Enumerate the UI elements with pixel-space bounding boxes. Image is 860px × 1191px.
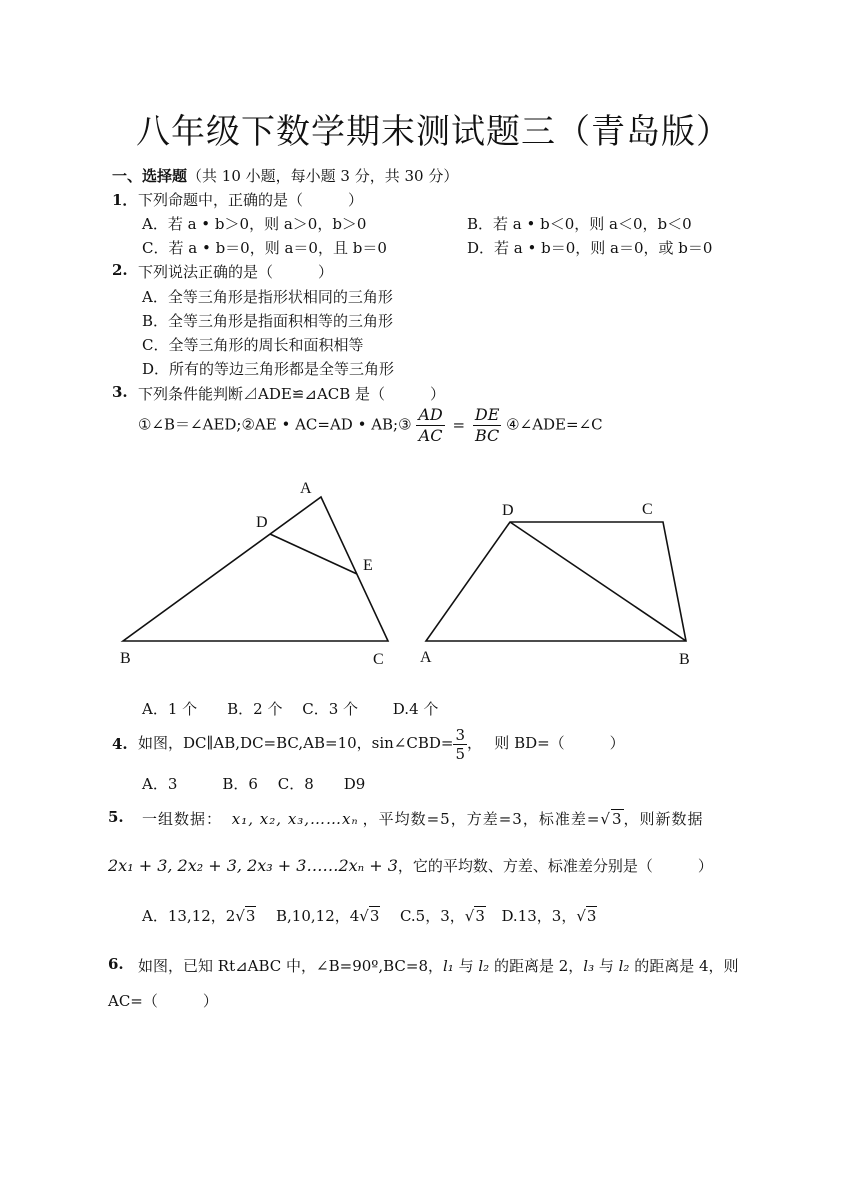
line-l2: l₂ [478,957,490,975]
segment-de [270,534,357,574]
question-5-intro: 一组数据： [142,810,223,828]
question-1-stem: 下列命题中，正确的是（ ） [138,191,364,209]
question-4-number: 4. [112,735,128,753]
equals-sign: = [452,415,466,434]
new-data-expression: 2x₁ + 3, 2x₂ + 3, 2x₃ + 3……2xₙ + 3 [108,856,398,875]
option-d: D.13，3， [501,907,577,925]
fraction-numerator: AD [418,405,443,424]
label-e: E [363,557,373,574]
section-name: 一、选择题 [112,167,188,185]
question-5-line-2 [108,855,713,876]
fraction-denominator: 5 [455,744,466,763]
question-6-text-start: 如图，已知 Rt⊿ABC 中，∠B=90º,BC=8， [138,957,443,975]
question-2-option-a: A．全等三角形是指形状相同的三角形 [142,288,393,306]
section-note: （共 10 小题，每小题 3 分，共 30 分） [187,167,459,185]
question-6-distance-1: 的距离是 2， [489,957,584,975]
option-a: A．13,12， [142,907,226,925]
label-c: C [373,651,384,668]
question-6-line-2: AC=（ ） [108,992,218,1010]
question-4-options: A．3 B．6 C．8 D9 [142,775,366,793]
sqrt-three: √3 [600,810,623,828]
label-d: D [502,502,514,519]
question-4-stem-end: ， 则 BD=（ ） [467,734,625,752]
with-word: 与 [453,957,479,975]
label-c: C [642,501,653,518]
question-6-number: 6. [108,955,124,973]
question-1-option-a: A．若 a • b＞0，则 a＞0，b＞0 [142,215,367,233]
line-l2: l₂ [618,957,630,975]
sqrt-three: √3 [576,907,597,925]
question-5-options [142,905,597,926]
question-3-number: 3. [112,383,128,401]
question-2-option-b: B．全等三角形是指面积相等的三角形 [142,312,394,330]
with-word: 与 [594,957,619,975]
figure-triangle-ade-acb [120,480,388,668]
fraction-numerator: 3 [455,725,466,744]
question-5-number: 5. [108,808,124,826]
line-l3: l₃ [583,957,595,975]
fraction-denominator: AC [418,426,443,445]
option-b-coefficient: 4 [349,907,360,925]
condition-1-2-3: ①∠B＝∠AED;②AE • AC=AD • AB;③ [138,415,412,434]
diagonal-bd [510,522,686,641]
option-c: C.5，3， [399,907,465,925]
question-4-stem-start: 如图，DC∥AB,DC=BC,AB=10，sin∠CBD= [138,734,454,752]
question-3-options: A．1 个 B．2 个 C．3 个 D.4 个 [142,700,439,718]
option-b: B,10,12， [276,907,350,925]
question-2-option-d: D．所有的等边三角形都是全等三角形 [142,360,395,378]
figure-trapezoid-abcd [420,501,690,668]
condition-4: ④∠ADE=∠C [506,415,603,434]
question-4-stem [138,722,625,764]
option-a-coefficient: 2 [225,907,236,925]
question-2-stem: 下列说法正确的是（ ） [138,263,334,281]
fraction-three-fifths [453,726,467,763]
page-title: 八年级下数学期末测试题三（青岛版） [136,112,731,152]
sqrt-three: √3 [359,907,380,925]
label-d: D [256,514,268,531]
question-6-distance-2: 的距离是 4，则 [629,957,739,975]
question-1-number: 1． [112,191,138,209]
label-a: A [420,649,432,666]
question-5-line-1-end: ，则新数据 [623,810,704,828]
line-l1: l₁ [443,957,454,975]
trapezoid [426,522,686,641]
sqrt-three: √3 [464,907,485,925]
question-3-stem: 下列条件能判断⊿ADE≌⊿ACB 是（ ） [138,385,446,403]
fraction-denominator: BC [474,426,500,445]
question-1-option-d: D．若 a • b＝0，则 a＝0，或 b＝0 [467,239,713,257]
data-sequence: x₁, x₂, x₃,……xₙ [231,810,359,828]
question-5-line-2-text: ，它的平均数、方差、标准差分别是（ ） [397,857,713,875]
fraction-numerator: DE [474,405,500,424]
question-5-stats: ，平均数=5，方差=3，标准差= [362,810,601,828]
label-b: B [679,651,690,668]
label-a: A [300,480,312,497]
question-5-line-1 [142,808,704,829]
question-2-option-c: C．全等三角形的周长和面积相等 [142,336,364,354]
question-2-number: 2. [112,261,128,279]
question-1-option-b: B．若 a • b＜0，则 a＜0，b＜0 [467,215,692,233]
question-1-option-c: C．若 a • b＝0，则 a＝0，且 b＝0 [142,239,387,257]
label-b: B [120,650,131,667]
question-6-line-1 [138,955,739,976]
sqrt-three: √3 [235,907,256,925]
